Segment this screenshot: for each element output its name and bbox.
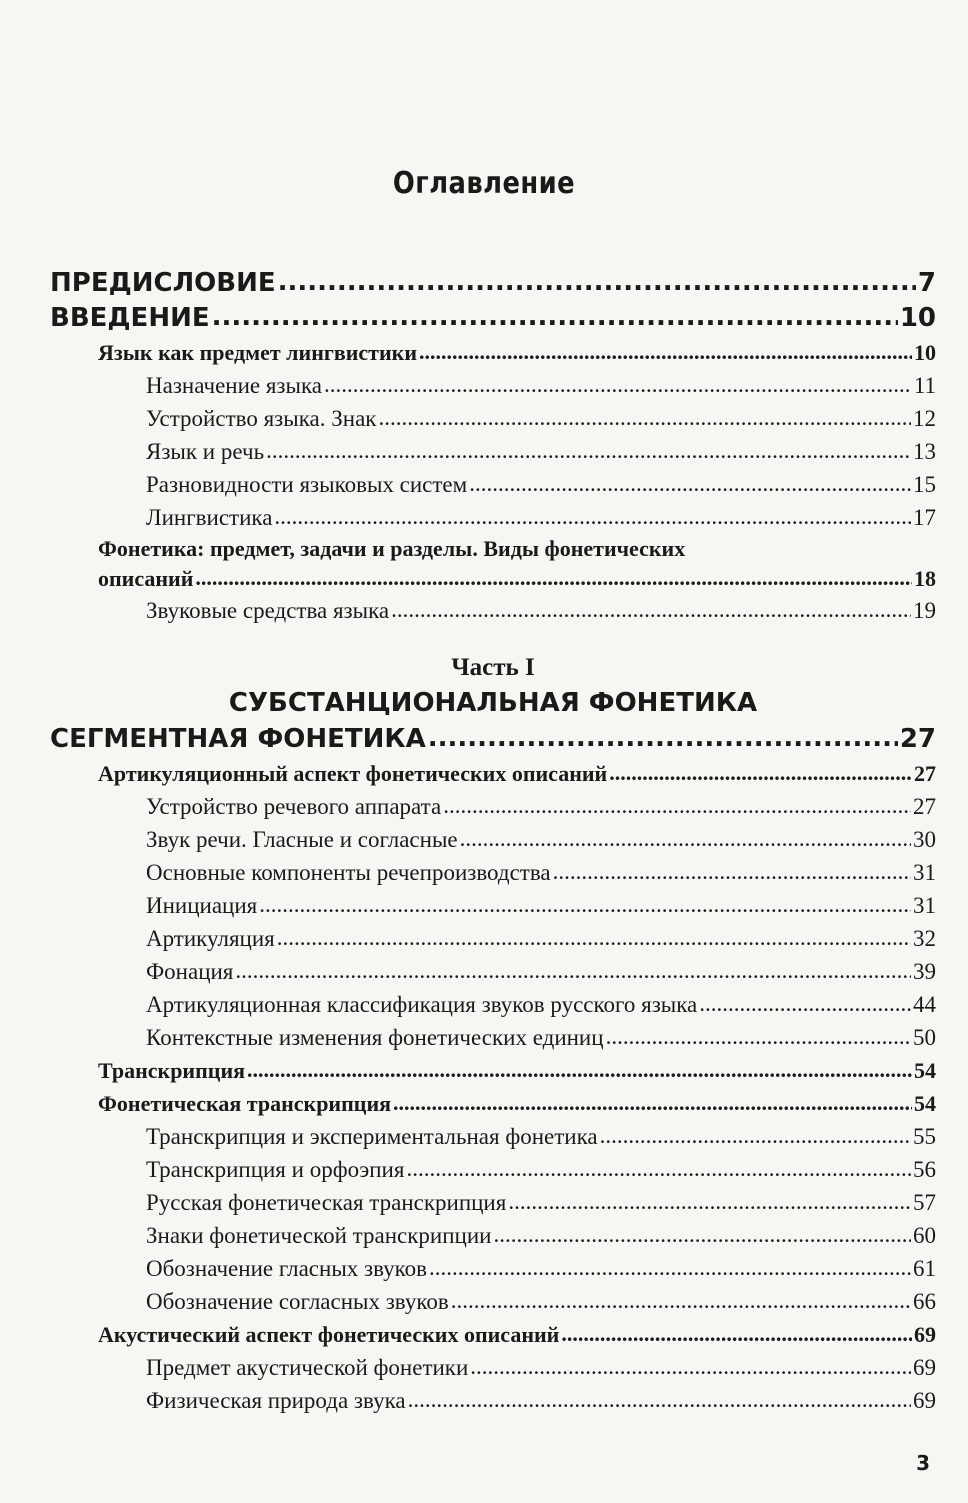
toc-entry-transcription[interactable] <box>50 1054 936 1087</box>
toc-entry-subsection[interactable] <box>50 501 936 534</box>
toc-entry-phonetics[interactable] <box>50 534 936 594</box>
toc-page-number: 57 <box>913 1190 936 1215</box>
toc-entry-preface[interactable] <box>50 266 936 301</box>
toc-page-number: 44 <box>913 992 936 1017</box>
dot-leader <box>408 1383 911 1416</box>
toc-entry-label: Транскрипция и экспериментальная фонетика <box>146 1124 598 1149</box>
dot-leader <box>600 1119 911 1152</box>
toc-entry-label: Язык как предмет лингвистики <box>98 340 418 365</box>
dot-leader <box>508 1185 911 1218</box>
toc-entry-label: Знаки фонетической транскрипции <box>146 1223 492 1248</box>
toc-entry-subsection[interactable] <box>50 1186 936 1219</box>
dot-leader <box>406 1152 911 1185</box>
toc-page-number: 13 <box>913 439 936 464</box>
toc-entry-subsection[interactable] <box>50 1351 936 1384</box>
toc-entry-label-line2-row <box>98 564 936 594</box>
toc-entry-intro[interactable] <box>50 301 936 336</box>
toc-entry-label: Акустический аспект фонетических описаний <box>98 1322 560 1347</box>
toc-entry-language-subject[interactable] <box>50 336 936 369</box>
toc-entry-label: Звуковые средства языка <box>146 598 390 623</box>
toc-page-number: 54 <box>914 1091 936 1116</box>
dot-leader <box>378 401 911 434</box>
dot-leader <box>274 500 911 533</box>
toc-entry-label: Контекстные изменения фонетических единиц <box>146 1025 604 1050</box>
toc-entry-label: Артикуляционный аспект фонетических описаний <box>98 761 608 786</box>
dot-leader <box>324 368 912 401</box>
toc-page-number: 55 <box>913 1124 936 1149</box>
toc-page-number: 15 <box>913 472 936 497</box>
dot-leader <box>469 467 911 500</box>
toc-page-number: 7 <box>917 268 936 298</box>
toc-entry-label: Основные компоненты речепроизводства <box>146 860 551 885</box>
toc-entry-label-line1: Фонетика: предмет, задачи и разделы. Виды фонетических <box>98 536 686 561</box>
part-number: Часть I <box>451 654 535 681</box>
toc-page-number: 69 <box>913 1355 936 1380</box>
toc-entry-subsection[interactable] <box>50 1021 936 1054</box>
toc-page-number: 66 <box>913 1289 936 1314</box>
dot-leader <box>393 1086 912 1119</box>
toc-entry-label: ВВЕДЕНИЕ <box>50 303 210 333</box>
dot-leader <box>277 921 911 954</box>
dot-leader <box>278 265 916 300</box>
toc-page-number: 56 <box>913 1157 936 1182</box>
toc-entry-subsection[interactable] <box>50 790 936 823</box>
toc-page-number: 17 <box>913 505 936 530</box>
toc-entry-subsection[interactable] <box>50 856 936 889</box>
toc-entry-label: Фонетическая транскрипция <box>98 1091 392 1116</box>
table-of-contents <box>50 266 936 1417</box>
toc-entry-segmental[interactable] <box>50 722 936 757</box>
dot-leader <box>493 1218 911 1251</box>
toc-page-number: 27 <box>913 794 936 819</box>
toc-page-number: 30 <box>913 827 936 852</box>
toc-entry-subsection[interactable] <box>50 955 936 988</box>
toc-entry-label: Обозначение гласных звуков <box>146 1256 428 1281</box>
toc-entry-subsection[interactable] <box>50 1153 936 1186</box>
dot-leader <box>553 855 911 888</box>
toc-page-number: 10 <box>914 340 936 365</box>
dot-leader <box>419 335 912 368</box>
toc-entry-subsection[interactable] <box>50 889 936 922</box>
toc-page-number: 31 <box>913 893 936 918</box>
toc-entry-subsection[interactable] <box>50 468 936 501</box>
toc-page-number: 69 <box>914 1322 936 1347</box>
toc-page-number: 31 <box>913 860 936 885</box>
toc-entry-subsection[interactable] <box>50 1252 936 1285</box>
toc-page-number: 32 <box>913 926 936 951</box>
toc-entry-subsection[interactable] <box>50 1384 936 1417</box>
dot-leader <box>259 888 911 921</box>
toc-page-number: 50 <box>913 1025 936 1050</box>
dot-leader <box>609 756 912 789</box>
dot-leader <box>391 593 911 626</box>
dot-leader <box>429 1251 911 1284</box>
toc-entry-label: описаний <box>98 566 194 591</box>
page-number: 3 <box>916 1451 930 1475</box>
toc-entry-subsection[interactable] <box>50 1285 936 1318</box>
toc-page-number: 27 <box>899 724 936 754</box>
toc-entry-label: ПРЕДИСЛОВИЕ <box>50 268 276 298</box>
toc-entry-subsection[interactable] <box>50 402 936 435</box>
toc-entry-subsection[interactable] <box>50 922 936 955</box>
toc-entry-label: Звук речи. Гласные и согласные <box>146 827 458 852</box>
dot-leader <box>561 1317 912 1350</box>
toc-entry-subsection[interactable] <box>50 1120 936 1153</box>
dot-leader <box>195 563 912 593</box>
toc-page-number: 61 <box>913 1256 936 1281</box>
dot-leader <box>443 789 911 822</box>
toc-entry-label: Язык и речь <box>146 439 265 464</box>
toc-entry-label: Русская фонетическая транскрипция <box>146 1190 507 1215</box>
toc-entry-label: Транскрипция <box>98 1058 246 1083</box>
toc-page-number: 11 <box>913 373 936 398</box>
toc-page-number: 60 <box>913 1223 936 1248</box>
toc-entry-label: СЕГМЕНТНАЯ ФОНЕТИКА <box>50 724 426 754</box>
toc-entry-label: Артикуляция <box>146 926 275 951</box>
toc-entry-subsection[interactable] <box>50 594 936 627</box>
dot-leader <box>460 822 911 855</box>
toc-entry-subsection[interactable] <box>50 1219 936 1252</box>
dot-leader <box>699 987 911 1020</box>
dot-leader <box>247 1053 912 1086</box>
dot-leader <box>212 300 898 335</box>
toc-entry-subsection[interactable] <box>50 369 936 402</box>
part-title: СУБСТАНЦИОНАЛЬНАЯ ФОНЕТИКА <box>228 688 758 718</box>
toc-entry-label: Лингвистика <box>146 505 273 530</box>
dot-leader <box>451 1284 911 1317</box>
dot-leader <box>606 1020 911 1053</box>
page-title: Оглавление <box>392 166 576 201</box>
toc-page-number: 10 <box>899 303 936 333</box>
toc-page-number: 39 <box>913 959 936 984</box>
toc-page-number: 18 <box>914 566 936 591</box>
toc-entry-label: Устройство языка. Знак <box>146 406 377 431</box>
toc-entry-label: Обозначение согласных звуков <box>146 1289 449 1314</box>
toc-entry-label: Физическая природа звука <box>146 1388 406 1413</box>
toc-entry-label: Транскрипция и орфоэпия <box>146 1157 405 1182</box>
toc-page-number: 27 <box>914 761 936 786</box>
toc-entry-label: Фонация <box>146 959 234 984</box>
dot-leader <box>470 1350 911 1383</box>
toc-entry-label: Предмет акустической фонетики <box>146 1355 469 1380</box>
dot-leader <box>235 954 911 987</box>
toc-entry-subsection[interactable] <box>50 988 936 1021</box>
toc-entry-acoustic[interactable] <box>50 1318 936 1351</box>
dot-leader <box>428 721 898 756</box>
toc-entry-phonetic-transcription[interactable] <box>50 1087 936 1120</box>
dot-leader <box>266 434 911 467</box>
toc-page-number: 54 <box>914 1058 936 1083</box>
toc-entry-label: Устройство речевого аппарата <box>146 794 442 819</box>
toc-entry-subsection[interactable] <box>50 435 936 468</box>
toc-entry-label: Разновидности языковых систем <box>146 472 468 497</box>
toc-entry-label: Назначение языка <box>146 373 323 398</box>
toc-page-number: 69 <box>913 1388 936 1413</box>
toc-entry-label: Артикуляционная классификация звуков русского языка <box>146 992 698 1017</box>
toc-entry-subsection[interactable] <box>50 823 936 856</box>
toc-entry-articulatory[interactable] <box>50 757 936 790</box>
toc-entry-label: Инициация <box>146 893 258 918</box>
toc-page-number: 19 <box>913 598 936 623</box>
toc-page-number: 12 <box>913 406 936 431</box>
